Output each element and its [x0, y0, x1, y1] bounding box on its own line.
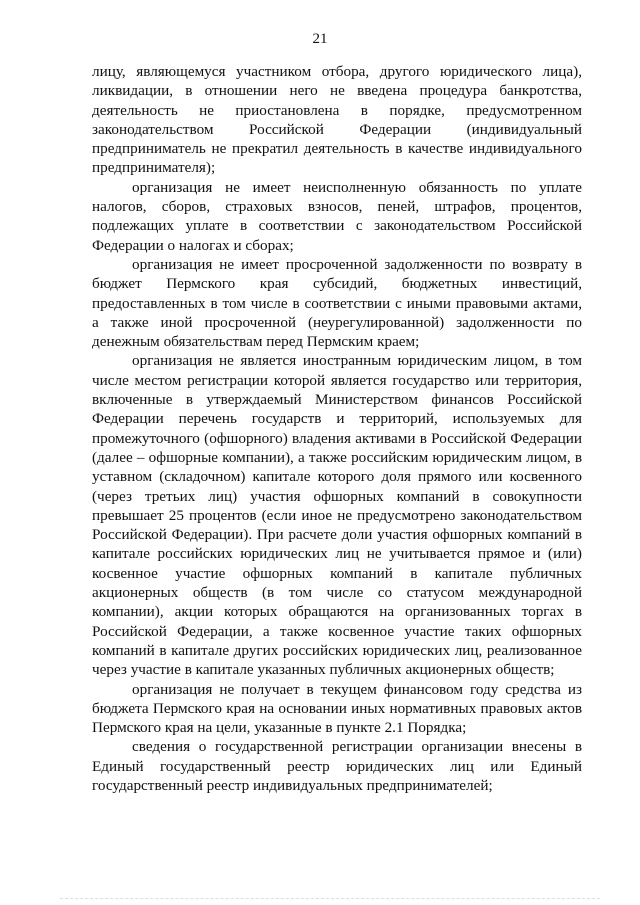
paragraph-overdue-debt: организация не имеет просроченной задолженности по возврату в бюджет Пермского края субсидий, бюджетных инвестиций, предоставленных в том числе в соответствии с иными правовыми актами, а также иной просроченной (неурегулированной) задолженности по денежным обязательствам перед Пермским краем; [92, 255, 582, 351]
scan-edge-divider [60, 898, 600, 903]
paragraph-continuation: лицу, являющемуся участником отбора, другого юридического лица), ликвидации, в отношении него не введена процедура банкротства, деятельность не приостановлена в порядке, предусмотренном законодательством Российской Федерации (индивидуальный предприниматель не прекратил деятельность в качестве индивидуального предпринимателя); [92, 63, 582, 177]
page-number: 21 [312, 31, 328, 47]
paragraph-budget-funds: организация не получает в текущем финансовом году средства из бюджета Пермского края на основании иных нормативных правовых актов Пермского края на цели, указанные в пункте 2.1 Порядка; [92, 680, 582, 737]
paragraph-registration: сведения о государственной регистрации организации внесены в Единый государственный реестр юридических лиц или Единый государственный реестр индивидуальных предпринимателей; [92, 738, 582, 794]
paragraph-offshore: организация не является иностранным юридическим лицом, в том числе местом регистрации которой является государство или территория, включенные в утверждаемый Министерством финансов Российской Федерации перечень государств и территорий, используемых для промежуточного (офшорного) владения активами в Российской Федерации (далее – офшорные компании), а также российским юридическим лицом, в уставном (складочном) капитале которого доля прямого или косвенного (через третьих лиц) участия офшорных компаний в совокупности превышает 25 процентов (если иное не предусмотрено законодательством Российской Федерации). При расчете доли участия офшорных компаний в капитале российских юридических лиц не учитывается прямое и (или) косвенное участие офшорных компаний в капитале публичных акционерных обществ (в том числе со статусом международной компании), акции которых обращаются на организованных торгах в Российской Федерации, а также косвенное участие таких офшорных компаний в капитале других российских юридических лиц, реализованное через участие в капитале указанных публичных акционерных обществ; [92, 352, 582, 679]
paragraph-tax-obligations: организация не имеет неисполненную обязанность по уплате налогов, сборов, страховых взносов, пеней, штрафов, процентов, подлежащих уплате в соответствии с законодательством Российской Федерации о налогах и сборах; [92, 178, 582, 254]
document-body [92, 62, 582, 795]
